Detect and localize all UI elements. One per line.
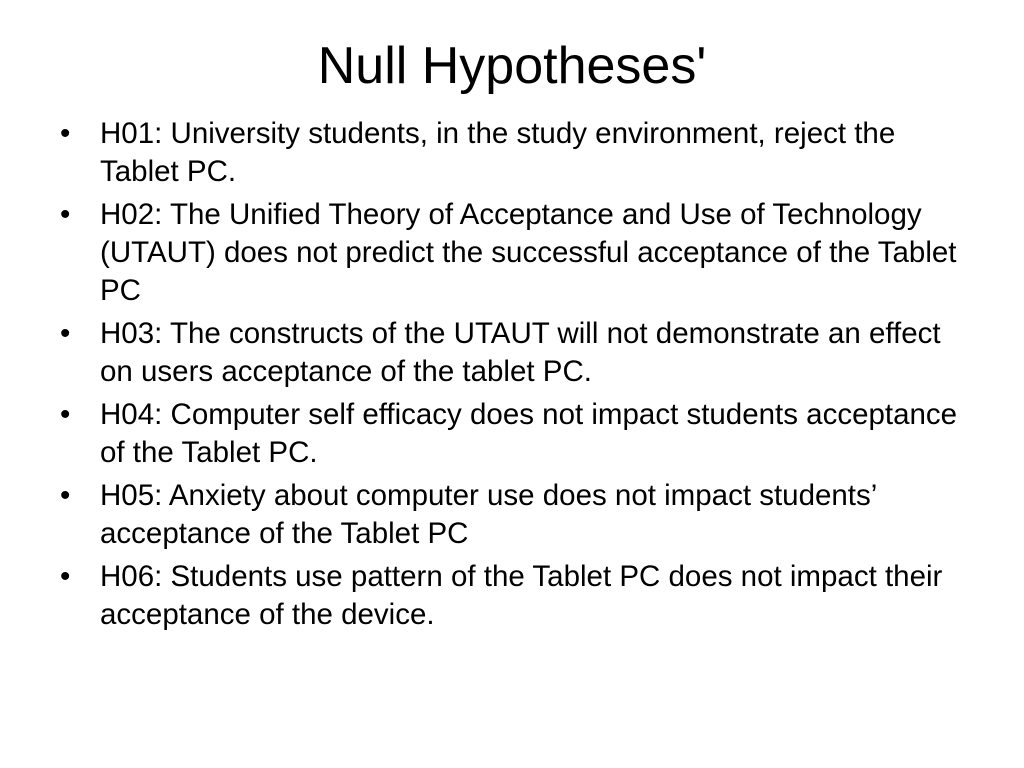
bullet-item-h05 (60, 477, 960, 553)
bullet-text: H06: Students use pattern of the Tablet PC does not impact their acceptance of the device. (100, 560, 943, 631)
bullet-icon: • (60, 398, 71, 431)
bullet-icon: • (60, 560, 71, 593)
bullet-item-h06 (60, 558, 960, 634)
bullet-icon: • (60, 479, 71, 512)
slide-title: Null Hypotheses' (317, 37, 707, 95)
bullet-text: H02: The Unified Theory of Acceptance and Use of Technology (UTAUT) does not predict the successful acceptance of the Tablet PC (100, 198, 957, 307)
bullet-item-h03 (60, 315, 960, 391)
bullet-list (60, 115, 960, 639)
bullet-item-h04 (60, 396, 960, 472)
bullet-icon: • (60, 317, 71, 350)
bullet-text: H05: Anxiety about computer use does not impact students’ acceptance of the Tablet PC (100, 479, 877, 550)
bullet-icon: • (60, 117, 71, 150)
bullet-text: H03: The constructs of the UTAUT will not demonstrate an effect on users acceptance of the tablet PC. (100, 317, 941, 388)
bullet-item-h01 (60, 115, 960, 191)
bullet-item-h02 (60, 196, 960, 310)
bullet-text: H04: Computer self efficacy does not impact students acceptance of the Tablet PC. (100, 398, 958, 469)
bullet-icon: • (60, 198, 71, 231)
bullet-text: H01: University students, in the study environment, reject the Tablet PC. (100, 117, 896, 188)
